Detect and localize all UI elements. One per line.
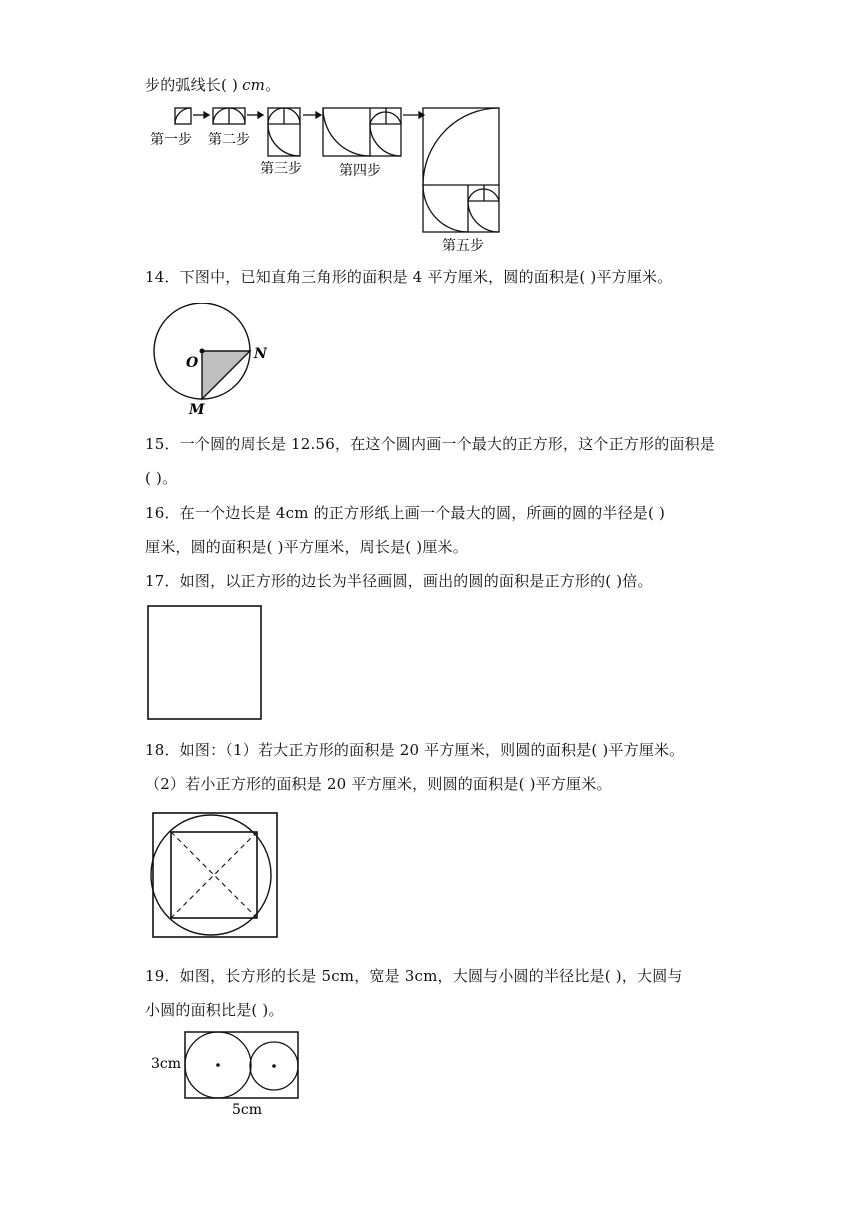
q19-line1: 19．如图，长方形的长是 5cm，宽是 3cm，大圆与小圆的半径比是( )，大圆与: [145, 967, 683, 985]
q18-line2: （2）若小正方形的面积是 20 平方厘米，则圆的面积是( )平方厘米。: [145, 775, 612, 793]
label-o: O: [186, 355, 199, 371]
q14-circle-figure: [148, 303, 288, 418]
inscribed-circle: [151, 815, 271, 935]
q17-square-figure: [146, 604, 266, 722]
step1-label: 第一步: [150, 132, 192, 148]
q13-steps-figure: [140, 100, 520, 260]
q13-end-mark: 。: [265, 76, 281, 94]
q13-unit: cm: [242, 76, 266, 94]
q19-line2: 小圆的面积比是( )。: [145, 1001, 284, 1019]
q16-line1: 16．在一个边长是 4cm 的正方形纸上画一个最大的圆，所画的圆的半径是( ): [145, 504, 666, 522]
step2-label: 第二步: [208, 132, 250, 148]
q19-rectangle-figure: [148, 1028, 308, 1120]
q17-text: 17．如图，以正方形的边长为半径画圆，画出的圆的面积是正方形的( )倍。: [145, 572, 653, 590]
length-label: 5cm: [232, 1102, 263, 1118]
label-m: M: [189, 402, 205, 418]
q18-nested-figure: [148, 810, 283, 942]
step4-label: 第四步: [339, 163, 381, 179]
width-label: 3cm: [151, 1056, 182, 1072]
q18-line1: 18．如图：（1）若大正方形的面积是 20 平方厘米，则圆的面积是( )平方厘米。: [145, 741, 685, 759]
q13-tail-line: [145, 74, 280, 95]
label-n: N: [254, 346, 267, 362]
step5-label: 第五步: [442, 238, 484, 254]
q15-line1: 15．一个圆的周长是 12.56，在这个圆内画一个最大的正方形，这个正方形的面积是: [145, 435, 716, 453]
q15-line2: ( )。: [145, 469, 178, 487]
q16-line2: 厘米，圆的面积是( )平方厘米，周长是( )厘米。: [145, 538, 468, 556]
q13-tail-text: 步的弧线长( ): [145, 76, 239, 94]
step3-label: 第三步: [260, 161, 302, 177]
q14-text: 14．下图中，已知直角三角形的面积是 4 平方厘米，圆的面积是( )平方厘米。: [145, 268, 673, 286]
